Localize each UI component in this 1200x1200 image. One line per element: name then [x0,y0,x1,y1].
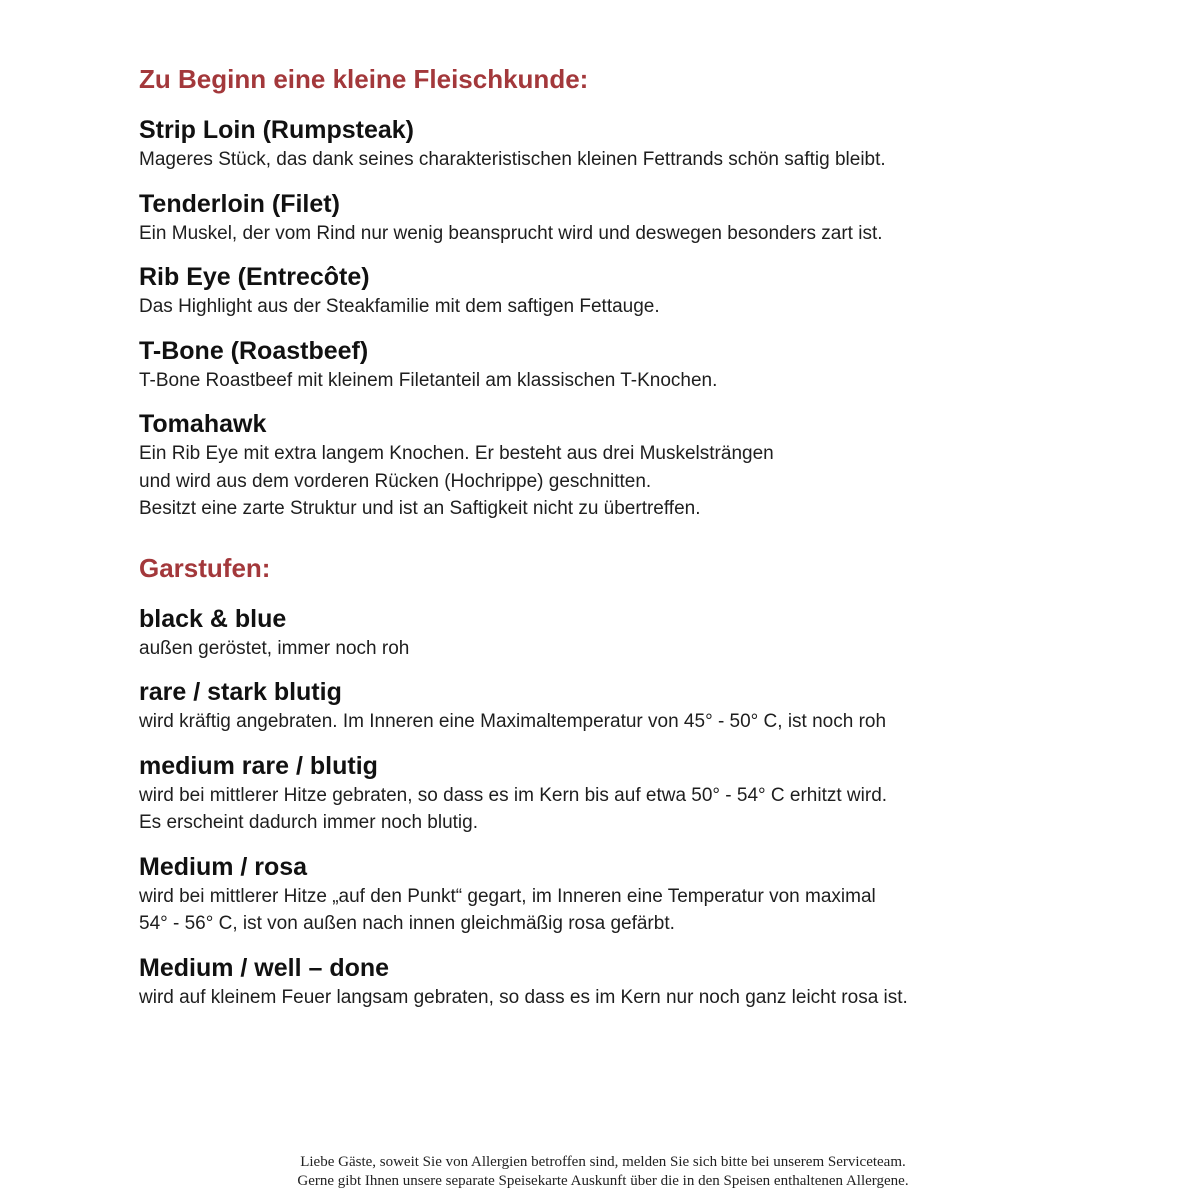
description-line: wird auf kleinem Feuer langsam gebraten, so dass es im Kern nur noch ganz leicht rosa ist. [139,986,908,1008]
menu-page [139,62,1139,1025]
entry-description [139,146,1139,174]
description-line: Mageres Stück, das dank seines charakteristischen kleinen Fettrands schön saftig bleibt. [139,149,886,170]
entry-title: T-Bone (Roastbeef) [139,336,369,365]
description-line: Besitzt eine zarte Struktur und ist an Saftigkeit nicht zu übertreffen. [139,498,701,519]
description-line: wird bei mittlerer Hitze gebraten, so dass es im Kern bis auf etwa 50° - 54° C erhitzt wird. [139,784,888,806]
description-line: wird kräftig angebraten. Im Inneren eine Maximaltemperatur von 45° - 50° C, ist noch roh [139,711,887,732]
doneness-entry-medium-rare [139,750,1139,837]
description-line: 54° - 56° C, ist von außen nach innen gleichmäßig rosa gefärbt. [139,913,675,934]
meat-entry-tomahawk [139,408,1139,523]
allergy-notice-line: Liebe Gäste, soweit Sie von Allergien betroffen sind, melden Sie sich bitte bei unserem Serviceteam. [300,1154,906,1170]
entry-description [139,293,1139,321]
description-line: Ein Rib Eye mit extra langem Knochen. Er besteht aus drei Muskelsträngen [139,443,774,464]
doneness-section-heading: Garstufen: [139,552,271,583]
description-line: Das Highlight aus der Steakfamilie mit dem saftigen Fettauge. [139,296,660,317]
doneness-entry-well-done [139,952,1139,1012]
entry-description [139,635,1139,663]
entry-title: rare / stark blutig [139,678,342,706]
doneness-entry-black-blue [139,603,1139,663]
entry-description [139,440,1139,523]
description-line: Ein Muskel, der vom Rind nur wenig beansprucht wird und deswegen besonders zart ist. [139,222,883,244]
entry-description [139,220,1139,248]
doneness-entries [139,603,1139,1012]
entry-title: black & blue [139,604,287,633]
meat-entry-strip-loin [139,114,1139,174]
meat-section-heading: Zu Beginn eine kleine Fleischkunde: [139,64,589,94]
entry-description [139,708,1139,736]
allergy-notice [0,1153,1200,1191]
entry-description [139,984,1139,1012]
description-line: Es erscheint dadurch immer noch blutig. [139,812,478,833]
meat-entry-tenderloin [139,188,1139,248]
allergy-notice-line: Gerne gibt Ihnen unsere separate Speisekarte Auskunft über die in den Speisen enthaltenen Allergene. [297,1173,909,1189]
entry-description [139,367,1139,395]
description-line: wird bei mittlerer Hitze „auf den Punkt“ gegart, im Inneren eine Temperatur von maximal [139,885,876,907]
description-line: außen geröstet, immer noch roh [139,637,410,659]
meat-entry-t-bone [139,335,1139,395]
entry-description [139,782,1139,837]
entry-description [139,883,1139,938]
entry-title: Strip Loin (Rumpsteak) [139,116,415,144]
description-line: T-Bone Roastbeef mit kleinem Filetanteil am klassischen T-Knochen. [139,369,718,391]
doneness-entry-rare [139,676,1139,736]
entry-title: Tenderloin (Filet) [139,189,340,218]
entry-title: Medium / well – done [139,953,390,982]
entry-title: Rib Eye (Entrecôte) [139,263,370,291]
description-line: und wird aus dem vorderen Rücken (Hochrippe) geschnitten. [139,470,652,492]
meat-entries [139,114,1139,523]
entry-title: medium rare / blutig [139,751,378,780]
entry-title: Medium / rosa [139,852,308,881]
entry-title: Tomahawk [139,410,267,438]
meat-entry-rib-eye [139,261,1139,321]
doneness-entry-medium [139,851,1139,938]
